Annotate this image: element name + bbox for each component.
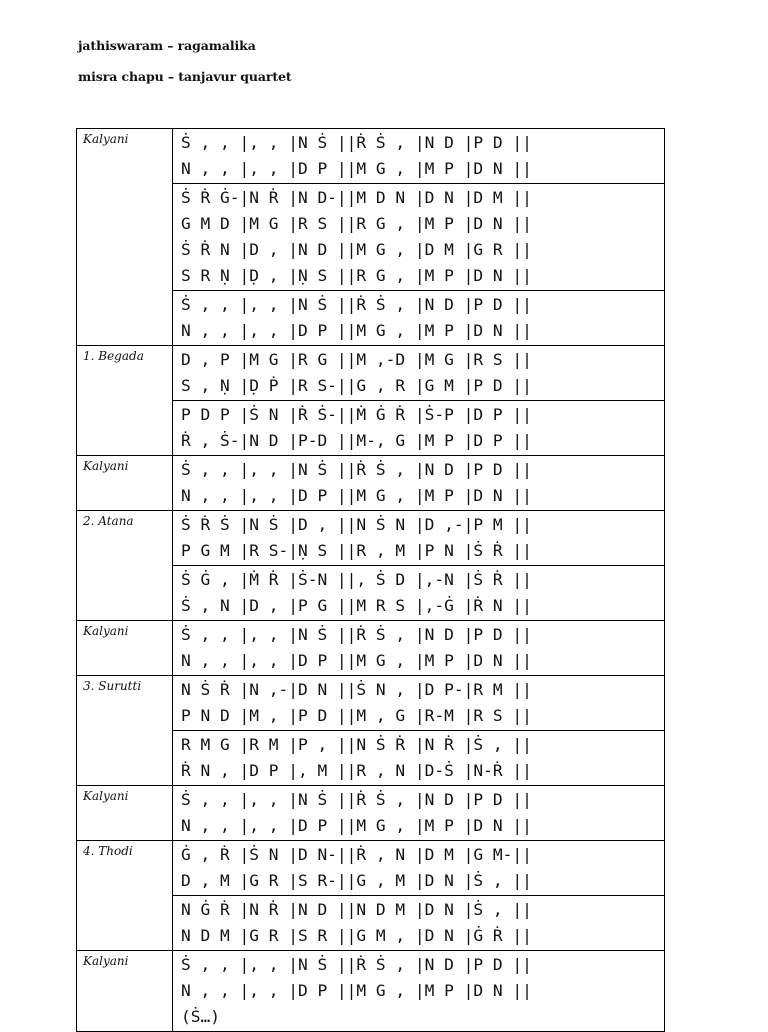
- raga-name: Kalyani: [77, 621, 173, 676]
- swara-block: [173, 731, 665, 786]
- swara-block: [173, 346, 665, 401]
- swara-line: N , , |, , |D P ||M G , |M P |D N ||: [181, 651, 532, 670]
- swara-line: N , , |, , |D P ||M G , |M P |D N ||: [181, 816, 532, 835]
- notation-block-row: [77, 511, 665, 566]
- swara-line: Ṡ , , |, , |N Ṡ ||Ṙ Ṡ , |N D |P D ||: [181, 133, 532, 152]
- swara-line: N , , |, , |D P ||M G , |M P |D N ||: [181, 486, 532, 505]
- swara-block: [173, 841, 665, 896]
- swara-block: [173, 951, 665, 1032]
- swara-block: [173, 511, 665, 566]
- raga-name: Kalyani: [77, 786, 173, 841]
- swara-line: N D M |G R |S R ||G M , |D N |Ġ Ṙ ||: [181, 926, 532, 945]
- raga-name: 3. Surutti: [77, 676, 173, 786]
- swara-block: [173, 621, 665, 676]
- swara-line: D , M |G R |S R-||G , M |D N |Ṡ , ||: [181, 871, 532, 890]
- notation-block-row: [77, 676, 665, 731]
- raga-name: Kalyani: [77, 456, 173, 511]
- notation-block-row: [77, 621, 665, 676]
- raga-name: Kalyani: [77, 129, 173, 346]
- swara-line: Ṡ , , |, , |N Ṡ ||Ṙ Ṡ , |N D |P D ||: [181, 955, 532, 974]
- document-title: jathiswaram – ragamalika: [78, 38, 256, 53]
- notation-table: [76, 128, 665, 1032]
- swara-line: Ṙ N , |D P |, M ||R , N |D-Ṡ |N-Ṙ ||: [181, 761, 532, 780]
- swara-line: S R Ṇ |Ḍ , |Ṇ S ||R G , |M P |D N ||: [181, 266, 532, 285]
- swara-line: R M G |R M |P , ||N Ṡ Ṙ |N Ṙ |Ṡ , ||: [181, 735, 532, 754]
- swara-block: [173, 676, 665, 731]
- swara-line: (Ṡ…): [181, 1007, 220, 1026]
- swara-line: N , , |, , |D P ||M G , |M P |D N ||: [181, 321, 532, 340]
- notation-block-row: [77, 456, 665, 511]
- swara-line: S , Ṇ |Ḍ Ṗ |R S-||G , R |G M |P D ||: [181, 376, 532, 395]
- raga-name: 4. Thodi: [77, 841, 173, 951]
- swara-line: Ṡ , , |, , |N Ṡ ||Ṙ Ṡ , |N D |P D ||: [181, 295, 532, 314]
- swara-line: Ṡ , , |, , |N Ṡ ||Ṙ Ṡ , |N D |P D ||: [181, 460, 532, 479]
- swara-block: [173, 896, 665, 951]
- swara-line: Ṡ , N |D , |P G ||M R S |,-Ġ |Ṙ N ||: [181, 596, 532, 615]
- swara-line: Ġ , Ṙ |Ṡ N |D N-||Ṙ , N |D M |G M-||: [181, 845, 532, 864]
- swara-line: D , P |M G |R G ||M ,-D |M G |R S ||: [181, 350, 532, 369]
- swara-line: Ṡ Ṙ Ṡ |N Ṡ |D , ||N Ṡ N |D ,-|P M ||: [181, 515, 532, 534]
- swara-block: [173, 401, 665, 456]
- raga-name: 1. Begada: [77, 346, 173, 456]
- swara-block: [173, 184, 665, 291]
- swara-line: N , , |, , |D P ||M G , |M P |D N ||: [181, 981, 532, 1000]
- notation-block-row: [77, 129, 665, 184]
- swara-line: P N D |M , |P D ||M , G |R-M |R S ||: [181, 706, 532, 725]
- swara-line: N , , |, , |D P ||M G , |M P |D N ||: [181, 159, 532, 178]
- swara-line: Ṡ , , |, , |N Ṡ ||Ṙ Ṡ , |N D |P D ||: [181, 790, 532, 809]
- swara-block: [173, 456, 665, 511]
- document-subtitle: misra chapu – tanjavur quartet: [78, 69, 292, 84]
- notation-block-row: [77, 346, 665, 401]
- notation-block-row: [77, 786, 665, 841]
- raga-name: 2. Atana: [77, 511, 173, 621]
- swara-block: [173, 291, 665, 346]
- swara-line: Ṡ , , |, , |N Ṡ ||Ṙ Ṡ , |N D |P D ||: [181, 625, 532, 644]
- swara-line: Ṡ Ṙ Ġ-|N Ṙ |N D-||M D N |D N |D M ||: [181, 188, 532, 207]
- swara-line: Ṙ , Ṡ-|N D |P-D ||M-, G |M P |D P ||: [181, 431, 532, 450]
- swara-line: Ṡ Ṙ N |D , |N D ||M G , |D M |G R ||: [181, 240, 532, 259]
- notation-block-row: [77, 951, 665, 1032]
- swara-line: P G M |R S-|Ṇ S ||R , M |P N |Ṡ Ṙ ||: [181, 541, 532, 560]
- swara-line: N Ṡ Ṙ |N ,-|D N ||Ṡ N , |D P-|R M ||: [181, 680, 532, 699]
- swara-block: [173, 786, 665, 841]
- swara-line: P D P |Ṡ N |Ṙ Ṡ-||Ṁ Ġ Ṙ |Ṡ-P |D P ||: [181, 405, 532, 424]
- notation-block-row: [77, 841, 665, 896]
- swara-block: [173, 129, 665, 184]
- raga-name: Kalyani: [77, 951, 173, 1032]
- swara-line: Ṡ Ġ , |Ṁ Ṙ |Ṡ-N ||, Ṡ D |,-N |Ṡ Ṙ ||: [181, 570, 532, 589]
- swara-line: G M D |M G |R S ||R G , |M P |D N ||: [181, 214, 532, 233]
- swara-line: N Ġ Ṙ |N Ṙ |N D ||N D M |D N |Ṡ , ||: [181, 900, 532, 919]
- swara-block: [173, 566, 665, 621]
